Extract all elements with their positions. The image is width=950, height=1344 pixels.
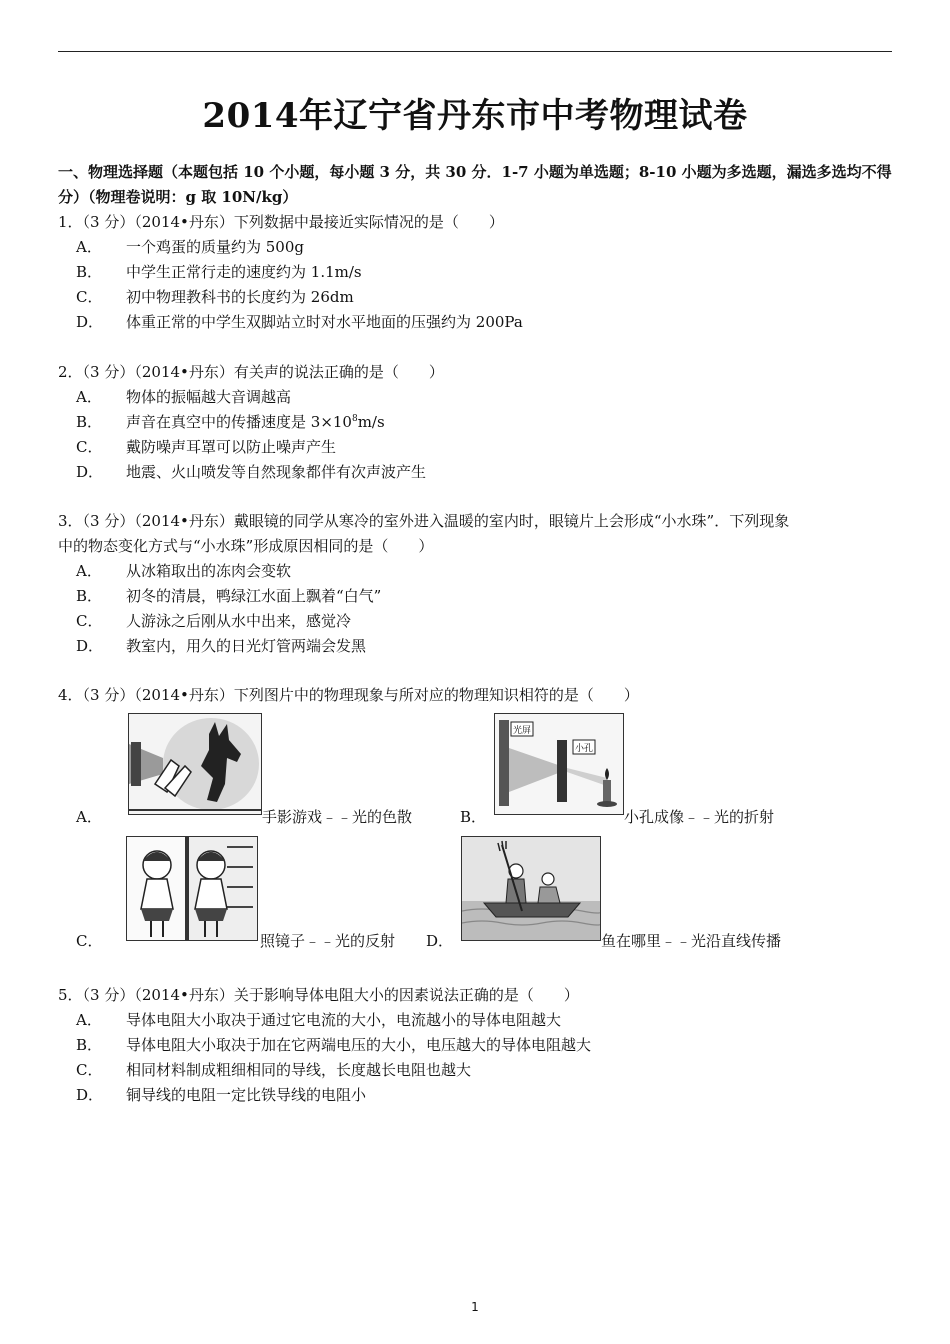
option-label: B．	[76, 587, 103, 605]
option-label: B．	[76, 263, 103, 281]
option-text: 初冬的清晨，鸭绿江水面上飘着“白气”	[126, 587, 382, 605]
option-label: A．	[76, 562, 102, 580]
question-stem-line1: 3．（3 分）（2014•丹东）戴眼镜的同学从寒冷的室外进入温暖的室内时，眼镜片上会形成“小水珠”．下列现象	[58, 512, 790, 530]
option-c-text: 照镜子﹣﹣光的反射	[260, 932, 396, 950]
page-number: 1	[471, 1300, 479, 1314]
option-text: 从冰箱取出的冻肉会变软	[126, 562, 292, 580]
option-text: 人游泳之后刚从水中出来，感觉冷	[126, 612, 352, 630]
option-label: D．	[76, 1086, 104, 1104]
option-c[interactable]	[58, 1058, 898, 1083]
option-label: A．	[76, 1011, 102, 1029]
option-label: D．	[76, 313, 104, 331]
option-d[interactable]	[58, 634, 898, 659]
exponent: 8	[351, 414, 358, 424]
section-heading: 一、物理选择题（本题包括 10 个小题，每小题 3 分，共 30 分．1-7 小题为单选题；8-10 小题为多选题，漏选多选均不得分）（物理卷说明：g 取 10N/kg）	[58, 163, 892, 206]
option-label: D．	[76, 637, 104, 655]
option-a[interactable]	[58, 385, 898, 410]
option-text: 体重正常的中学生双脚站立时对水平地面的压强约为 200Pa	[126, 313, 523, 331]
page-title: 2014年辽宁省丹东市中考物理试卷	[202, 96, 748, 136]
option-text: 物体的振幅越大音调越高	[126, 388, 292, 406]
option-b[interactable]	[58, 260, 898, 285]
option-label: B．	[76, 1036, 103, 1054]
option-text: 初中物理教科书的长度约为 26dm	[126, 288, 354, 306]
option-text: 铜导线的电阻一定比铁导线的电阻小	[126, 1086, 367, 1104]
option-label: D．	[76, 463, 104, 481]
option-d-label[interactable]: D．	[426, 932, 454, 950]
screen-label: 光屏	[512, 726, 532, 736]
question-stem: 2．（3 分）（2014•丹东）有关声的说法正确的是（ ）	[58, 363, 444, 381]
option-d-text: 鱼在哪里﹣﹣光沿直线传播	[601, 932, 782, 950]
option-c[interactable]	[58, 285, 898, 310]
question-2	[58, 360, 898, 485]
option-label: A．	[76, 388, 102, 406]
question-stem: 5．（3 分）（2014•丹东）关于影响导体电阻大小的因素说法正确的是（ ）	[58, 986, 579, 1004]
option-b-text: 小孔成像﹣﹣光的折射	[624, 808, 775, 826]
question-stem: 1．（3 分）（2014•丹东）下列数据中最接近实际情况的是（ ）	[58, 213, 504, 231]
option-text	[126, 410, 385, 435]
option-text: 导体电阻大小取决于加在它两端电压的大小，电压越大的导体电阻越大	[126, 1036, 592, 1054]
question-5	[58, 983, 898, 1108]
shadow-puppet-image[interactable]	[128, 713, 262, 815]
pinhole-camera-image[interactable]	[494, 713, 624, 815]
option-label: A．	[76, 238, 102, 256]
mirror-girl-image[interactable]	[126, 836, 258, 941]
option-label: C．	[76, 612, 103, 630]
option-label: C．	[76, 1061, 103, 1079]
question-3	[58, 509, 898, 659]
option-label: C．	[76, 438, 103, 456]
option-text-part: 声音在真空中的传播速度是 3×10	[126, 413, 352, 431]
option-c[interactable]	[58, 609, 898, 634]
option-d[interactable]	[58, 310, 898, 335]
option-a[interactable]	[58, 559, 898, 584]
option-a[interactable]	[58, 235, 898, 260]
option-text: 相同材料制成粗细相同的导线，长度越长电阻也越大	[126, 1061, 472, 1079]
option-a-label[interactable]: A．	[76, 808, 102, 826]
option-b[interactable]	[58, 410, 898, 435]
option-d[interactable]	[58, 460, 898, 485]
question-4-stem: 4．（3 分）（2014•丹东）下列图片中的物理现象与所对应的物理知识相符的是（ ）	[58, 686, 639, 704]
option-text: 教室内，用久的日光灯管两端会发黑	[126, 637, 367, 655]
option-text: 地震、火山喷发等自然现象都伴有次声波产生	[126, 463, 427, 481]
option-b-label[interactable]: B．	[460, 808, 487, 826]
option-c-label[interactable]: C．	[76, 932, 103, 950]
option-b[interactable]	[58, 584, 898, 609]
option-text: 一个鸡蛋的质量约为 500g	[126, 238, 305, 256]
option-d[interactable]	[58, 1083, 898, 1108]
option-label: C．	[76, 288, 103, 306]
option-b[interactable]	[58, 1033, 898, 1058]
option-text: 中学生正常行走的速度约为 1.1m/s	[126, 263, 362, 281]
pinhole-label: 小孔	[574, 744, 594, 754]
option-text-unit: m/s	[357, 413, 385, 431]
option-text: 戴防噪声耳罩可以防止噪声产生	[126, 438, 337, 456]
option-c[interactable]	[58, 435, 898, 460]
question-1	[58, 210, 898, 335]
top-rule	[58, 51, 892, 52]
fishing-boat-image[interactable]	[461, 836, 601, 941]
question-stem-line2: 中的物态变化方式与“小水珠”形成原因相同的是（ ）	[58, 537, 434, 555]
option-a[interactable]	[58, 1008, 898, 1033]
option-label: B．	[76, 413, 103, 431]
option-text: 导体电阻大小取决于通过它电流的大小，电流越小的导体电阻越大	[126, 1011, 562, 1029]
option-a-text: 手影游戏﹣﹣光的色散	[262, 808, 413, 826]
